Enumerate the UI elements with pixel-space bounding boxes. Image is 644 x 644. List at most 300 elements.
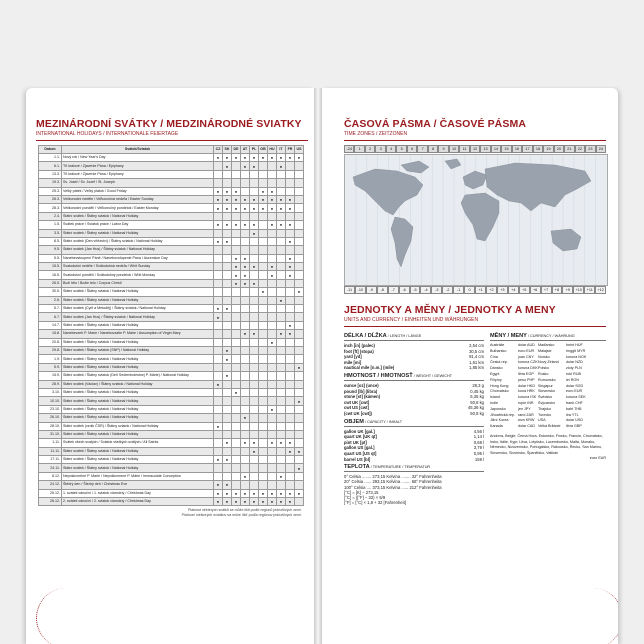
holiday-name: Státní svátek / Štátny sviatok / National Holiday <box>62 430 214 438</box>
country-mark <box>241 338 250 346</box>
zone-offset: +6 <box>530 286 541 294</box>
holiday-date: 29.8. <box>39 346 62 354</box>
country-mark <box>268 170 277 178</box>
country-mark: ● <box>259 187 268 195</box>
table-row <box>39 162 304 170</box>
table-row <box>39 263 304 271</box>
weight-heading: HMOTNOST / HMOTNOSŤ / WEIGHT / GEWICHT <box>344 373 484 381</box>
holiday-name: Státní svátek / Štátny sviatok / National Holiday <box>62 363 214 371</box>
country-mark: ● <box>214 187 223 195</box>
country-mark <box>277 237 286 245</box>
temperature-heading: TEPLOTA / TEMPERATURE / TEMPERATUR <box>344 464 484 472</box>
country-mark: ● <box>250 204 259 212</box>
currency-name: baht THB <box>566 406 582 411</box>
country-mark <box>232 313 241 321</box>
col-header-country: CZ <box>214 146 223 154</box>
zone-offset: +9 <box>562 286 573 294</box>
country-mark <box>250 179 259 187</box>
holiday-name: Státní svátek (Jan Hus) / Štátny sviatok / National Holiday <box>62 313 214 321</box>
country-mark <box>250 388 259 396</box>
country-mark <box>286 405 295 413</box>
country-mark <box>277 170 286 178</box>
euro-countries <box>490 434 606 462</box>
zone-number: 2 <box>365 145 375 153</box>
country-mark: ● <box>286 154 295 162</box>
country-mark <box>232 229 241 237</box>
country-mark: ● <box>286 498 295 506</box>
country-mark <box>259 472 268 480</box>
table-row <box>39 338 304 346</box>
holiday-date: 1.11. <box>39 439 62 447</box>
country-mark <box>295 321 304 329</box>
table-row <box>39 397 304 405</box>
temperature-row: 20° Celsia ...... 293,15 Kelvina ........ 68° Fahrenheita <box>344 479 442 485</box>
country-name: Singapur <box>538 383 553 388</box>
country-mark <box>268 481 277 489</box>
country-mark <box>214 279 223 287</box>
country-mark <box>241 237 250 245</box>
table-row <box>39 288 304 296</box>
country-mark <box>268 279 277 287</box>
country-mark <box>268 254 277 262</box>
country-mark <box>250 254 259 262</box>
country-mark <box>268 179 277 187</box>
holiday-date: 1.9. <box>39 355 62 363</box>
country-mark <box>295 195 304 203</box>
table-header-row <box>39 146 304 154</box>
country-name: Egypt <box>490 371 500 376</box>
country-mark <box>295 305 304 313</box>
holiday-name: Nanebevstoupení Páně / Nanebovstúpenie Pána / Ascension Day <box>62 254 214 262</box>
right-page <box>322 88 618 644</box>
country-mark <box>250 288 259 296</box>
country-mark <box>250 305 259 313</box>
holiday-name: Státní svátek / Štátny sviatok / National Holiday <box>62 355 214 363</box>
country-mark: ● <box>277 221 286 229</box>
country-mark: ● <box>214 221 223 229</box>
zone-number: 13 <box>480 145 490 153</box>
country-mark: ● <box>214 305 223 313</box>
country-mark <box>232 397 241 405</box>
col-header-country: PL <box>250 146 259 154</box>
country-mark: ● <box>286 263 295 271</box>
unit-value: 50,8 kg <box>470 399 484 405</box>
country-mark <box>214 321 223 329</box>
country-mark <box>259 346 268 354</box>
country-mark: ● <box>223 355 232 363</box>
unit-label: (cwt UK [cwt]) <box>344 410 372 416</box>
holiday-date: 8.5. <box>39 237 62 245</box>
country-mark <box>259 279 268 287</box>
country-mark <box>295 439 304 447</box>
holiday-name: Státní svátek (Jan Hus) / Štátny sviatok / National Holiday <box>62 246 214 254</box>
country-mark <box>286 279 295 287</box>
country-mark <box>268 372 277 380</box>
country-mark <box>295 414 304 422</box>
country-mark <box>223 246 232 254</box>
country-mark <box>241 212 250 220</box>
country-mark <box>295 279 304 287</box>
country-mark: ● <box>232 221 241 229</box>
country-mark <box>259 296 268 304</box>
country-mark <box>259 338 268 346</box>
country-mark <box>295 388 304 396</box>
country-mark: ● <box>250 263 259 271</box>
country-mark: ● <box>250 279 259 287</box>
country-mark: ● <box>286 204 295 212</box>
country-mark: ● <box>250 195 259 203</box>
table-row <box>39 229 304 237</box>
country-mark <box>223 397 232 405</box>
country-mark <box>295 380 304 388</box>
unit-row <box>344 365 484 371</box>
holiday-name: Státní svátek / Štátny sviatok / National Holiday <box>62 447 214 455</box>
zone-offset: +4 <box>508 286 519 294</box>
country-mark: ● <box>295 288 304 296</box>
col-header-country: FR <box>286 146 295 154</box>
weight-list <box>344 383 484 417</box>
holiday-date: 26.5. <box>39 279 62 287</box>
holiday-date: 30.5. <box>39 288 62 296</box>
currency-name: koruna SEK <box>566 395 586 400</box>
country-mark <box>295 170 304 178</box>
zone-offset: -6 <box>399 286 410 294</box>
country-mark: ● <box>223 154 232 162</box>
holiday-date: 16.5. <box>39 271 62 279</box>
country-mark <box>268 237 277 245</box>
country-mark: ● <box>295 397 304 405</box>
holiday-date: 1.1. <box>39 154 62 162</box>
country-mark: ● <box>268 195 277 203</box>
country-mark <box>223 271 232 279</box>
country-mark <box>259 355 268 363</box>
holiday-name: Státní svátek / Štátny sviatok / National Holiday <box>62 321 214 329</box>
temperature-row: [°C] = [K] − 273,15 <box>344 489 379 495</box>
country-mark <box>214 271 223 279</box>
col-header-country: DE <box>232 146 241 154</box>
country-mark <box>259 380 268 388</box>
holidays-section <box>36 118 308 518</box>
country-mark <box>250 414 259 422</box>
country-mark <box>232 288 241 296</box>
country-mark <box>214 254 223 262</box>
country-mark: ● <box>214 204 223 212</box>
country-mark: ● <box>277 472 286 480</box>
country-mark <box>277 246 286 254</box>
country-mark: ● <box>214 481 223 489</box>
table-row <box>39 430 304 438</box>
unit-label: quart UK [UK qt] <box>344 434 377 440</box>
country-mark <box>268 246 277 254</box>
country-mark: ● <box>223 481 232 489</box>
country-mark <box>259 464 268 472</box>
zone-number: 8 <box>428 145 438 153</box>
country-name: Thajsko <box>538 406 551 411</box>
currency-name: dolar SGD <box>566 383 584 388</box>
country-mark <box>268 162 277 170</box>
zone-number: 23 <box>585 145 595 153</box>
country-mark <box>214 229 223 237</box>
holiday-date: 26.10. <box>39 414 62 422</box>
country-mark <box>241 321 250 329</box>
country-mark <box>232 414 241 422</box>
currency-name: dolar NZD <box>566 360 583 365</box>
country-mark: ● <box>232 204 241 212</box>
country-mark: ● <box>223 346 232 354</box>
currency-name: koruna ISK <box>518 395 537 400</box>
unit-value: 45,36 kg <box>467 405 484 411</box>
currency-name: forint HUF <box>566 343 583 347</box>
country-mark: ● <box>232 498 241 506</box>
zone-number: 4 <box>386 145 396 153</box>
country-mark <box>259 456 268 464</box>
table-row <box>39 330 304 338</box>
country-mark <box>295 162 304 170</box>
country-mark <box>214 246 223 254</box>
holidays-table <box>38 145 304 506</box>
unit-label: foot [ft] (stopa) <box>344 348 374 354</box>
currency-name: peso PHP <box>518 377 535 382</box>
table-row <box>39 246 304 254</box>
zone-number: 10 <box>449 145 459 153</box>
unit-value: 2,54 cm <box>469 343 484 348</box>
country-mark: ● <box>214 154 223 162</box>
country-mark <box>295 221 304 229</box>
length-list <box>344 343 484 371</box>
country-mark <box>223 447 232 455</box>
zone-number: 18 <box>533 145 543 153</box>
country-mark: ● <box>259 489 268 497</box>
country-mark <box>268 355 277 363</box>
country-mark <box>295 422 304 430</box>
country-mark <box>259 179 268 187</box>
country-mark <box>286 388 295 396</box>
country-name: Čína <box>490 354 498 359</box>
country-mark: ● <box>250 498 259 506</box>
holiday-date: 2.4. <box>39 212 62 220</box>
country-mark <box>250 321 259 329</box>
country-mark <box>241 397 250 405</box>
zone-offset: +1 <box>475 286 486 294</box>
currency-name: dolar AUD <box>518 343 535 347</box>
unit-label: barrel US [bl] <box>344 456 371 462</box>
country-mark <box>286 288 295 296</box>
country-mark: ● <box>250 439 259 447</box>
country-mark <box>277 321 286 329</box>
table-body <box>39 154 304 506</box>
zone-offset: +5 <box>519 286 530 294</box>
country-mark <box>250 313 259 321</box>
country-mark <box>259 372 268 380</box>
country-mark <box>232 355 241 363</box>
country-mark: ● <box>268 187 277 195</box>
country-mark <box>259 170 268 178</box>
country-name: Bulharsko <box>490 348 507 353</box>
country-mark <box>259 363 268 371</box>
country-mark: ● <box>268 405 277 413</box>
country-mark: ● <box>214 195 223 203</box>
country-mark <box>241 346 250 354</box>
table-row <box>39 456 304 464</box>
timezone-numbers-top <box>344 145 606 153</box>
country-mark <box>214 330 223 338</box>
holiday-name: 2. svátek vánoční / 2. sviatok vianočný / Christmas Day <box>62 498 214 506</box>
country-mark <box>241 187 250 195</box>
country-mark: ● <box>286 254 295 262</box>
country-mark: ● <box>277 296 286 304</box>
zone-offset: +10 <box>573 286 584 294</box>
holiday-name: Nový rok / New Year's Day <box>62 154 214 162</box>
country-mark <box>295 212 304 220</box>
country-mark <box>277 388 286 396</box>
table-row <box>39 204 304 212</box>
holiday-name: Státní svátek / Štátny sviatok / National Holiday <box>62 405 214 413</box>
country-mark <box>295 346 304 354</box>
country-mark <box>259 221 268 229</box>
table-row <box>39 346 304 354</box>
units-title: JEDNOTKY A MĚNY / JEDNOTKY A MENY <box>344 304 556 316</box>
country-mark <box>241 388 250 396</box>
zone-number: 14 <box>491 145 501 153</box>
currency-column <box>490 331 606 505</box>
country-mark: ● <box>268 221 277 229</box>
country-mark <box>259 237 268 245</box>
holiday-date: 19.3. <box>39 179 62 187</box>
country-mark <box>223 263 232 271</box>
country-mark: ● <box>241 330 250 338</box>
zone-number: 17 <box>522 145 532 153</box>
col-header-country: AT <box>241 146 250 154</box>
holiday-date: 11.11. <box>39 447 62 455</box>
country-mark <box>241 464 250 472</box>
country-mark: ● <box>286 221 295 229</box>
euro-label: euro EUR <box>589 456 606 461</box>
country-mark <box>223 179 232 187</box>
holiday-name: Státní svátek / Štátny sviatok / National Holiday <box>62 212 214 220</box>
col-header-country: IT <box>277 146 286 154</box>
country-mark <box>232 464 241 472</box>
temperature-row: [°F] = [°C] × 1,8 + 32 [Fahrenheit] <box>344 500 406 506</box>
country-mark <box>277 422 286 430</box>
country-mark <box>241 305 250 313</box>
country-mark <box>286 162 295 170</box>
holiday-date: 3.5. <box>39 229 62 237</box>
country-mark <box>241 456 250 464</box>
unit-label: inch [in] (palec) <box>344 343 375 348</box>
zone-number: 3 <box>375 145 385 153</box>
country-mark <box>295 338 304 346</box>
country-mark: ● <box>286 271 295 279</box>
unit-value: 50,8 kg <box>470 410 484 416</box>
holiday-name: Státní svátek (Den vítězství) / Štátny sviatok / National Holiday <box>62 237 214 245</box>
country-mark <box>286 380 295 388</box>
country-mark <box>250 422 259 430</box>
country-mark <box>250 170 259 178</box>
zone-number: 11 <box>459 145 469 153</box>
country-mark: ● <box>223 195 232 203</box>
zone-number: 6 <box>407 145 417 153</box>
country-mark <box>277 363 286 371</box>
country-mark <box>214 212 223 220</box>
decorative-arc <box>36 588 67 644</box>
country-mark <box>250 237 259 245</box>
country-mark <box>241 430 250 438</box>
country-mark <box>268 388 277 396</box>
country-mark <box>223 430 232 438</box>
unit-label: yard [yd] <box>344 354 362 360</box>
zone-offset: +2 <box>486 286 497 294</box>
book-spine <box>314 88 322 644</box>
country-mark: ● <box>223 489 232 497</box>
country-mark: ● <box>214 456 223 464</box>
unit-value: 0,68 l <box>473 439 484 445</box>
country-mark: ● <box>250 330 259 338</box>
country-mark <box>214 170 223 178</box>
country-mark <box>268 363 277 371</box>
country-mark <box>232 363 241 371</box>
world-map <box>344 154 608 286</box>
country-mark <box>223 464 232 472</box>
country-mark <box>268 229 277 237</box>
country-mark: ● <box>241 439 250 447</box>
country-mark: ● <box>223 456 232 464</box>
holiday-name: Svátek práce / Sviatok práce / Labor Day <box>62 221 214 229</box>
zone-offset: -5 <box>410 286 421 294</box>
euro-countries-text: Andorra, Belgie, Černá Hora, Estonsko, Finsko, Francie, Chorvatsko, Irsko, Itálie, Kypr, Litva, Lotyšsko, Lucembursko, Malta, Monako, Německo, Nizozemsko, Portugalsko, Rakousko, Řecko, San Marino, Slovensko, Slovinsko, Španělsko, Vatikán <box>490 433 603 455</box>
country-mark <box>286 346 295 354</box>
country-name: Hong Kong <box>490 383 509 388</box>
country-mark: ● <box>214 498 223 506</box>
country-name: Slovensko <box>538 389 556 394</box>
unit-value: 0,95 l <box>473 450 484 456</box>
holiday-date: 15.8. <box>39 330 62 338</box>
country-mark <box>268 288 277 296</box>
country-mark <box>241 372 250 380</box>
currency-name: rubl RUB <box>566 371 581 376</box>
country-mark <box>286 397 295 405</box>
country-mark: ● <box>232 154 241 162</box>
currency-name: kuna HRK <box>518 389 535 394</box>
country-mark <box>286 456 295 464</box>
country-mark: ● <box>295 363 304 371</box>
country-mark: ● <box>223 439 232 447</box>
country-mark <box>295 263 304 271</box>
zone-number: 22 <box>575 145 585 153</box>
holiday-name: Štědrý den / Štedrý deň / Christmas Eve <box>62 481 214 489</box>
country-mark <box>268 464 277 472</box>
decorative-arc <box>592 588 618 644</box>
table-row <box>39 388 304 396</box>
country-mark <box>223 363 232 371</box>
unit-value: 6,35 kg <box>470 394 484 400</box>
country-mark: ● <box>259 195 268 203</box>
country-mark <box>277 456 286 464</box>
country-mark: ● <box>268 439 277 447</box>
table-row <box>39 439 304 447</box>
country-mark <box>241 481 250 489</box>
country-mark <box>268 422 277 430</box>
country-mark: ● <box>214 489 223 497</box>
country-mark <box>286 187 295 195</box>
currency-name: dolar HKD <box>518 383 536 388</box>
country-mark <box>232 296 241 304</box>
country-mark <box>250 397 259 405</box>
country-mark <box>214 355 223 363</box>
holiday-date: 5.9. <box>39 363 62 371</box>
country-mark <box>277 481 286 489</box>
unit-value: 3,79 l <box>473 445 484 451</box>
country-mark <box>232 246 241 254</box>
